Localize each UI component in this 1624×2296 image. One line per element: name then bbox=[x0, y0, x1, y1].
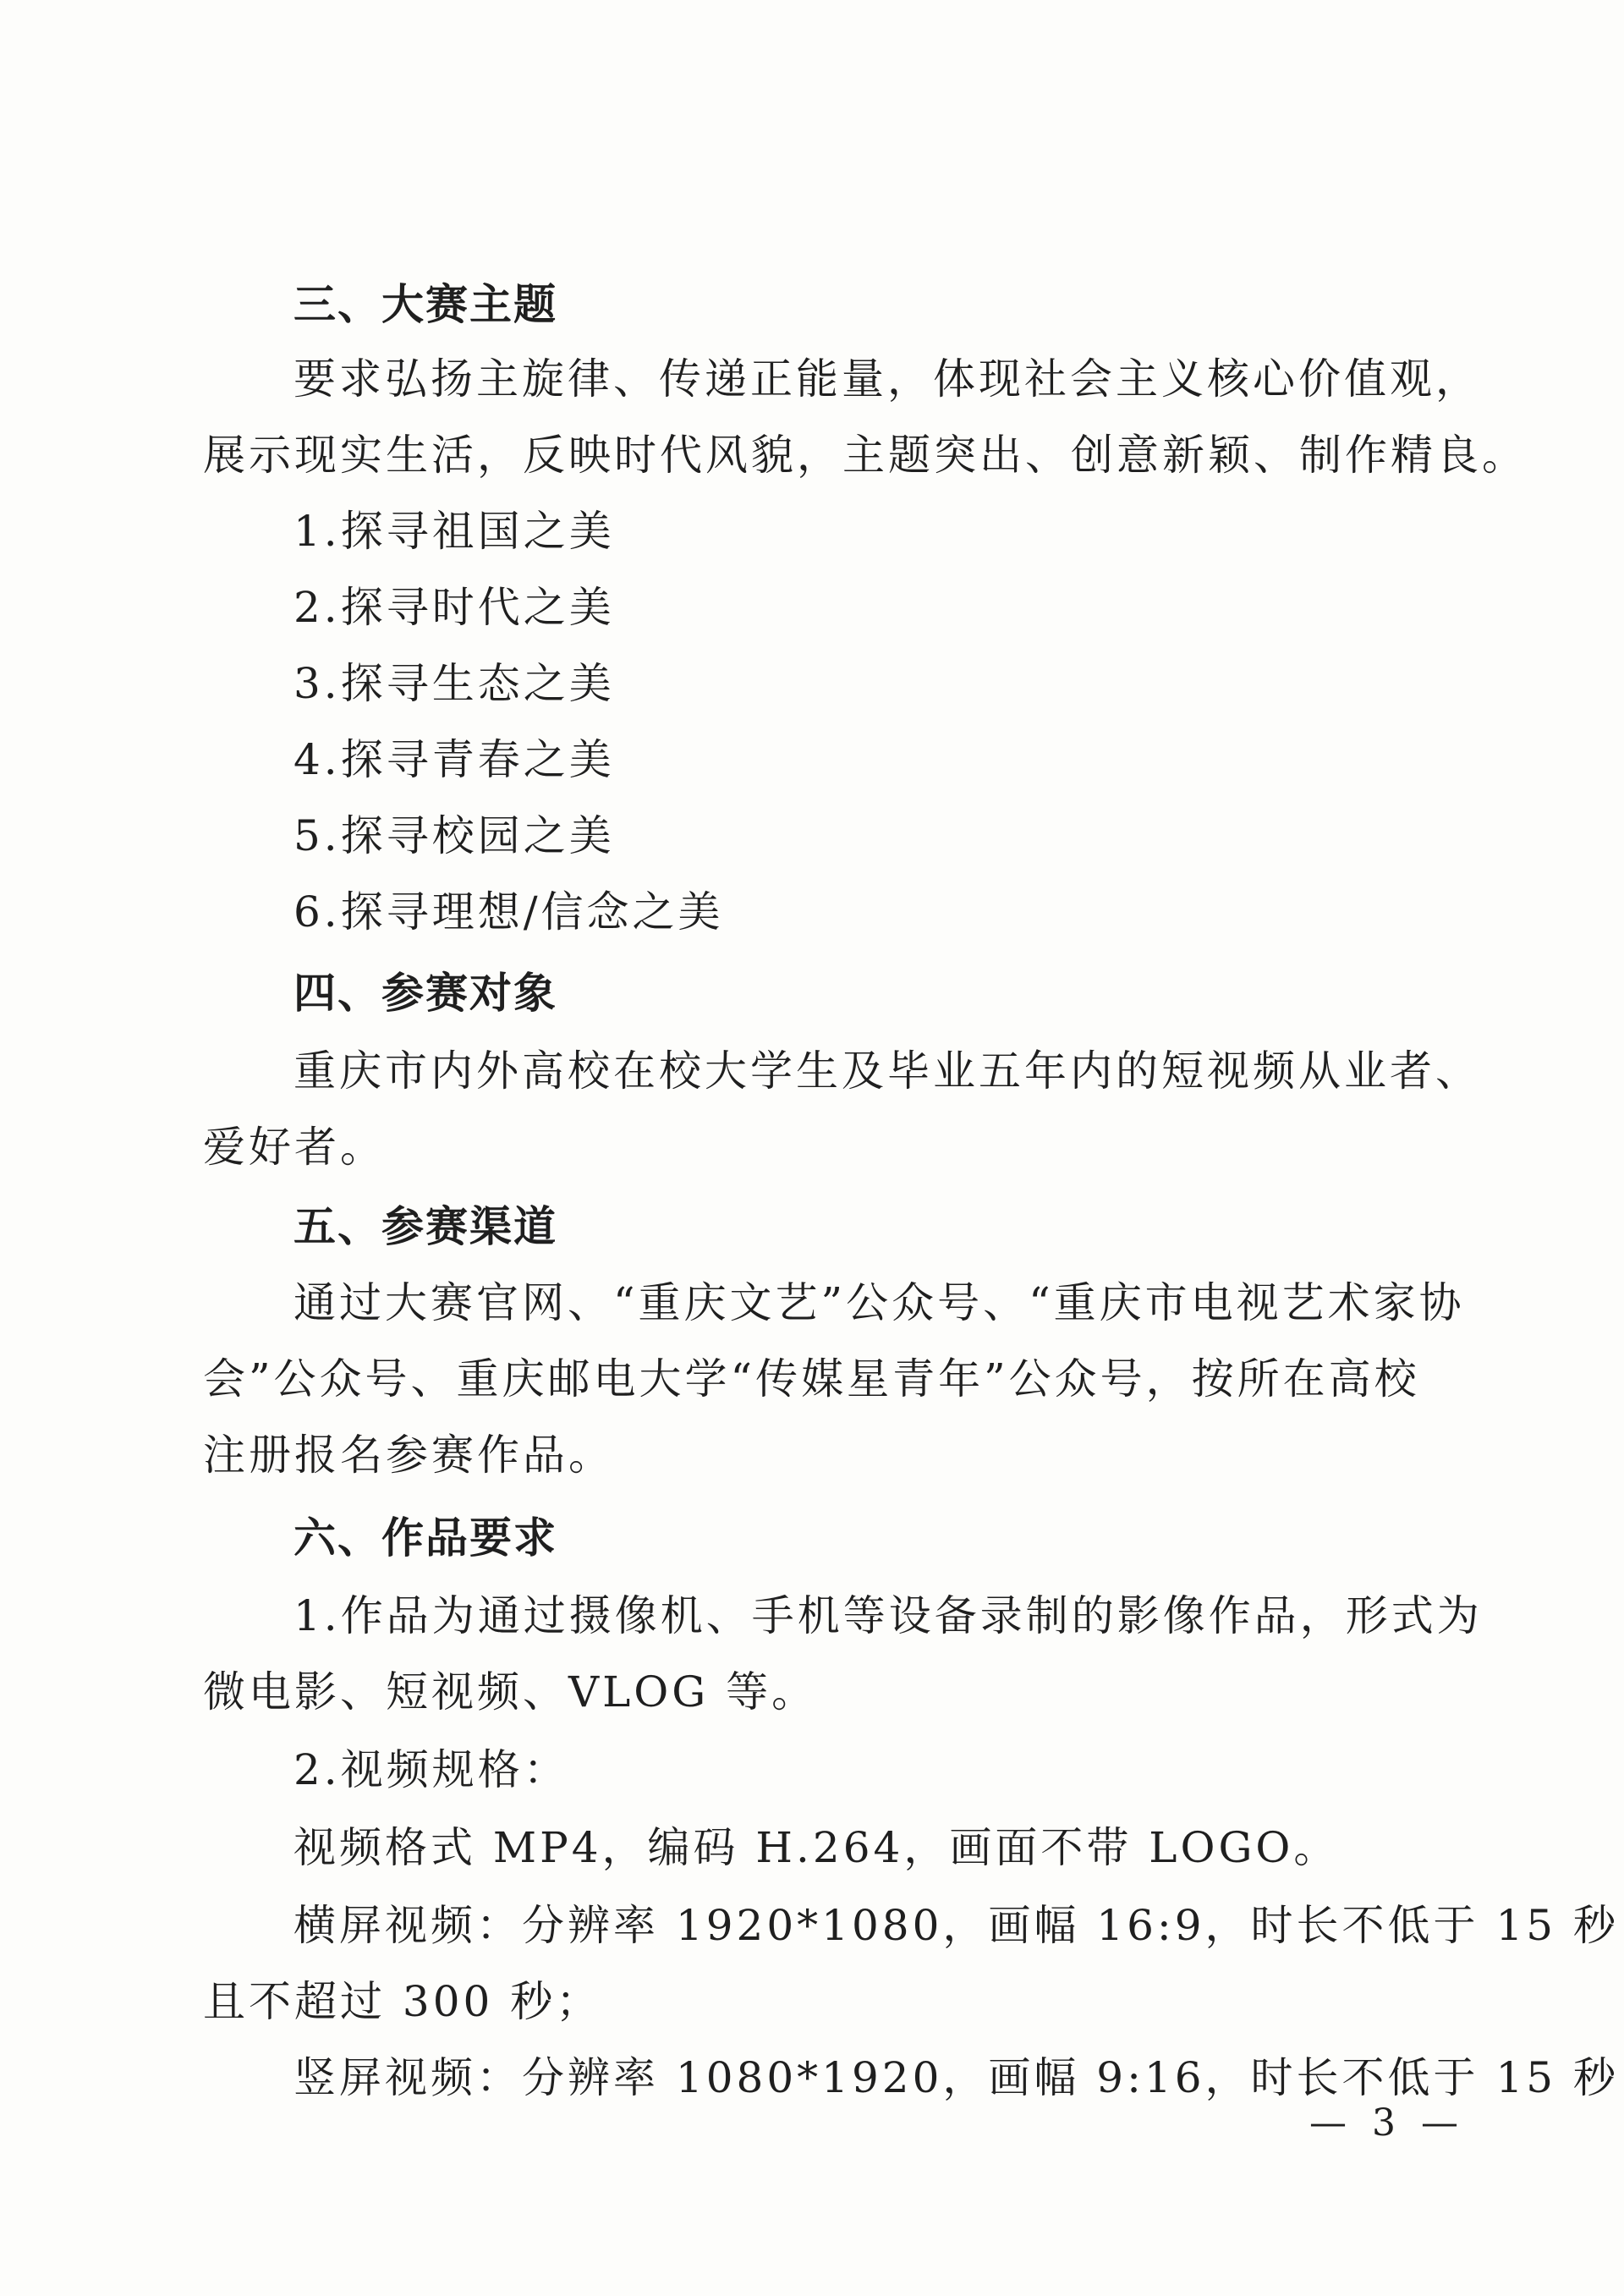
theme-item-4: 4.探寻青春之美 bbox=[294, 735, 615, 784]
section-heading-theme: 三、大赛主题 bbox=[294, 280, 557, 329]
theme-intro-line-1: 要求弘扬主旋律、传递正能量，体现社会主义核心价值观， bbox=[294, 354, 1481, 404]
requirements-item-1-line-1: 1.作品为通过摄像机、手机等设备录制的影像作品，形式为 bbox=[294, 1591, 1483, 1640]
channels-line-1: 通过大赛官网、“重庆文艺”公众号、“重庆市电视艺术家协 bbox=[294, 1278, 1465, 1327]
requirements-item-1-line-2: 微电影、短视频、VLOG 等。 bbox=[203, 1667, 818, 1717]
requirements-landscape-line-2: 且不超过 300 秒； bbox=[203, 1977, 602, 2026]
theme-item-5: 5.探寻校园之美 bbox=[294, 811, 615, 860]
requirements-item-2-title: 2.视频规格： bbox=[294, 1745, 569, 1794]
section-heading-requirements: 六、作品要求 bbox=[294, 1513, 557, 1563]
page-number: — 3 — bbox=[1309, 2101, 1465, 2145]
section-heading-participants: 四、参赛对象 bbox=[294, 969, 557, 1018]
requirements-landscape-line-1: 横屏视频：分辨率 1920*1080，画幅 16:9，时长不低于 15 秒 bbox=[294, 1901, 1619, 1950]
channels-line-3: 注册报名参赛作品。 bbox=[203, 1431, 614, 1480]
theme-item-2: 2.探寻时代之美 bbox=[294, 583, 615, 632]
theme-item-6: 6.探寻理想/信念之美 bbox=[294, 887, 724, 937]
channels-line-2: 会”公众号、重庆邮电大学“传媒星青年”公众号，按所在高校 bbox=[203, 1354, 1420, 1403]
theme-intro-line-2: 展示现实生活，反映时代风貌，主题突出、创意新颖、制作精良。 bbox=[203, 431, 1528, 480]
participants-line-2: 爱好者。 bbox=[203, 1123, 386, 1172]
theme-item-3: 3.探寻生态之美 bbox=[294, 659, 615, 708]
requirements-format-line: 视频格式 MP4，编码 H.264，画面不带 LOGO。 bbox=[294, 1823, 1340, 1872]
participants-line-1: 重庆市内外高校在校大学生及毕业五年内的短视频从业者、 bbox=[294, 1046, 1481, 1096]
section-heading-channels: 五、参赛渠道 bbox=[294, 1202, 557, 1251]
theme-item-1: 1.探寻祖国之美 bbox=[294, 507, 615, 556]
requirements-portrait-line-1: 竖屏视频：分辨率 1080*1920，画幅 9:16，时长不低于 15 秒 bbox=[294, 2053, 1619, 2102]
